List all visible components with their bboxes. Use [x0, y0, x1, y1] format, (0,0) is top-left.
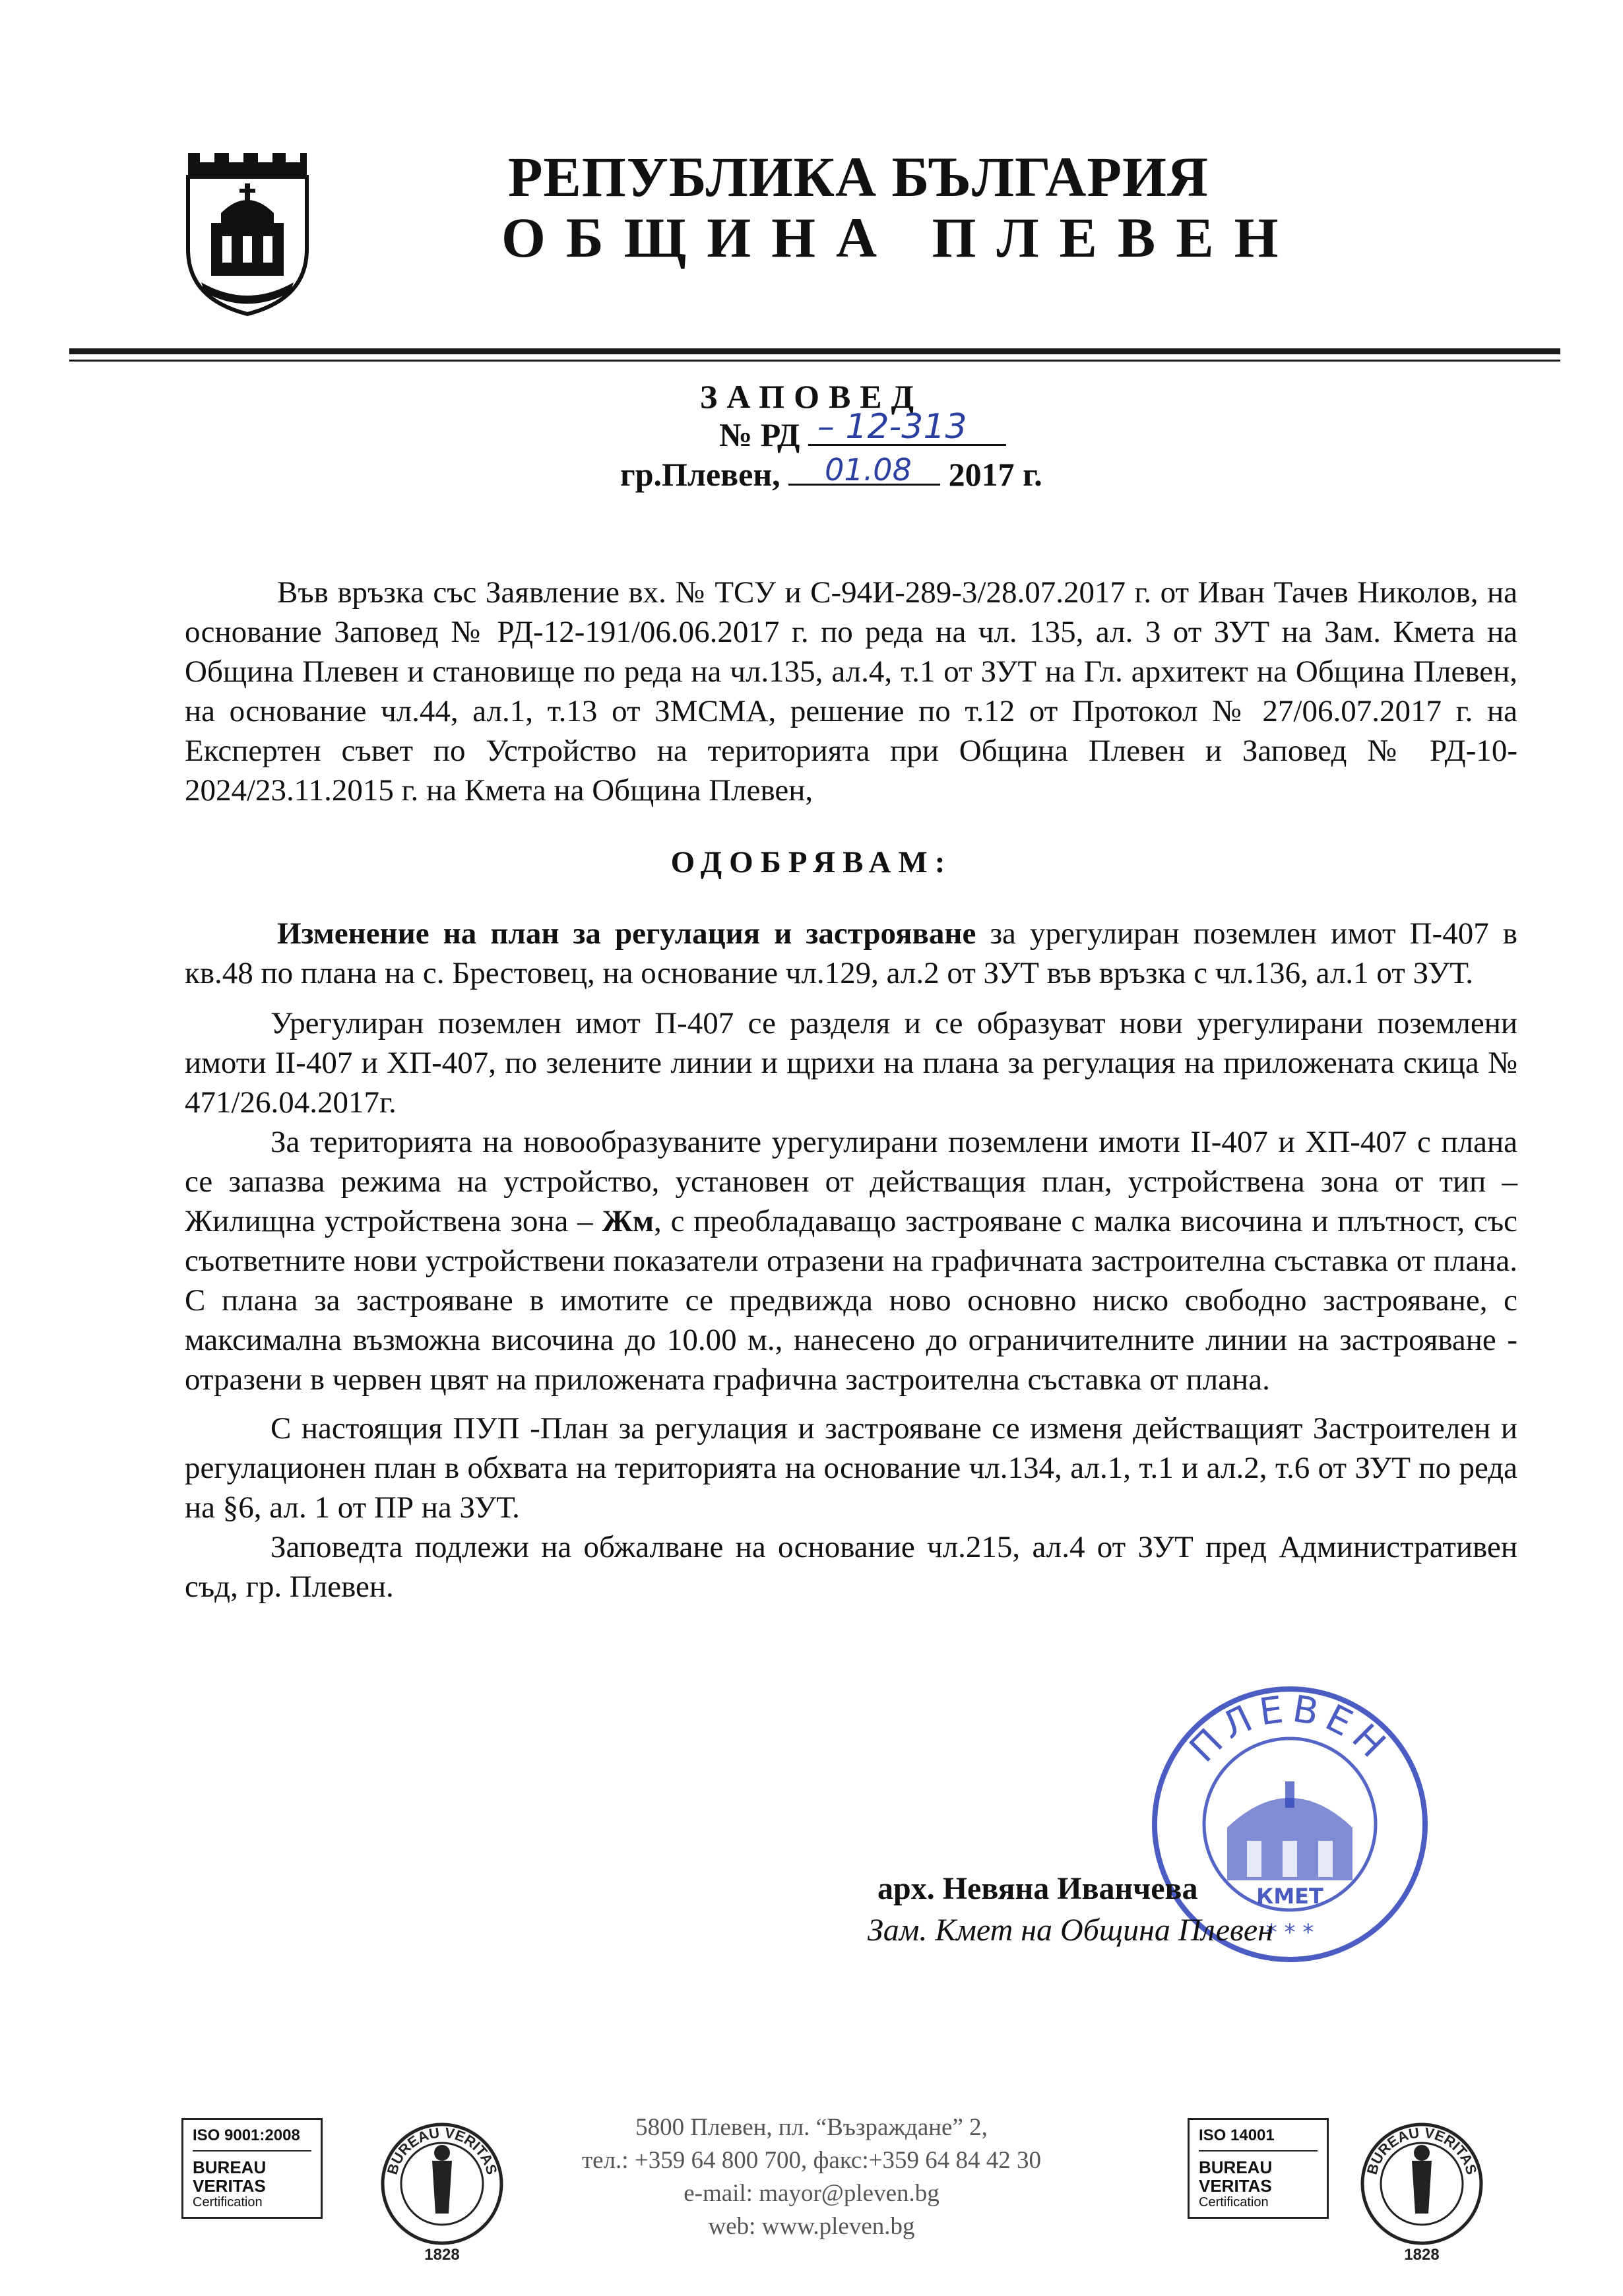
order-year: 2017 г.: [948, 456, 1042, 493]
order-number-field: [808, 407, 1006, 447]
footer-email[interactable]: e-mail: mayor@pleven.bg: [684, 2180, 939, 2207]
paragraph-5: Заповедта подлежи на обжалване на основание чл.215, ал.4 от ЗУТ пред Административен съд, гр. Плевен.: [185, 1530, 1517, 1604]
paragraph-1: [185, 914, 1517, 993]
order-number-prefix: № РД: [719, 416, 800, 453]
pleven-coat-of-arms: [181, 150, 313, 317]
paragraph-3: [185, 1122, 1517, 1399]
stamp-text-inner: КМЕТ: [1256, 1884, 1323, 1909]
order-body: [185, 914, 1517, 1607]
bv-year-right: 1828: [1404, 2246, 1440, 2264]
order-title: ЗАПОВЕД: [699, 378, 924, 415]
paragraph-2: Урегулиран поземлен имот П-407 се разделя и се образуват нови урегулирани поземлени имоти II-407 и ХП-407, по зелените линии и щрихи на плана за регулация на приложената скица № 471/26.04.2017г.: [185, 1006, 1517, 1120]
iso-14001-badge: [1188, 2118, 1329, 2219]
iso-14001-certifier: BUREAU VERITAS: [1199, 2157, 1273, 2196]
signatory-position: Зам. Кмет на Община Плевен: [868, 1913, 1273, 1948]
footer-address: 5800 Плевен, пл. “Възраждане” 2,: [635, 2114, 988, 2141]
order-date-handwritten: 01.08: [825, 452, 912, 488]
iso-14001-code: ISO 14001: [1199, 2126, 1318, 2152]
intro-paragraph: Във връзка със Заявление вх. № ТСУ и С-94И-289-3/28.07.2017 г. от Иван Тачев Николов, на основание Заповед № РД-12-191/06.06.2017 г. по реда на чл. 135, ал. 3 от ЗУТ на Зам. Кмета на Община Плевен и становище по реда на чл.135, ал.4, т.1 от ЗУТ на Гл. архитект на Община Плевен, на основание чл.44, ал.1, т.13 от ЗМСМА, решение по т.12 от Протокол № 27/06.07.2017 г. на Експертен съвет по Устройство на територията при Община Плевен и Заповед № РД-10-2024/23.11.2015 г. на Кмета на Община Плевен,: [185, 575, 1517, 808]
header-country: РЕПУБЛИКА БЪЛГАРИЯ: [508, 145, 1209, 208]
iso-9001-cert-label: Certification: [193, 2195, 263, 2210]
order-number-handwritten: – 12-313: [817, 407, 967, 447]
paragraph-4: С настоящия ПУП -План за регулация и застрояване се изменя действащият Застроителен и регулационен план в обхвата на територията на основание чл.134, ал.1, т.1 и ал.2, т.6 от ЗУТ по реда на §6, ал. 1 от ПР на ЗУТ.: [185, 1411, 1517, 1525]
order-date-field: [788, 452, 940, 488]
signatory-name: арх. Невяна Иванчева: [877, 1871, 1198, 1906]
intro-section: [185, 573, 1517, 810]
paragraph-1-text: за урегулиран поземлен имот П-407 в кв.48 по плана на с. Брестовец, на основание чл.129, ал.2 от ЗУТ във връзка с чл.136, ал.1 от ЗУТ.: [185, 916, 1517, 990]
paragraph-1-bold: Изменение на план за регулация и застрояване: [277, 916, 976, 951]
header-municipality: ОБЩИНА ПЛЕВЕН: [501, 206, 1299, 269]
stamp-stars: * * *: [1265, 1919, 1314, 1946]
iso-14001-cert-label: Certification: [1199, 2195, 1269, 2210]
svg-text:ПЛЕВЕН: [1182, 1688, 1398, 1771]
header-divider-thin: [69, 360, 1560, 362]
order-place: гр.Плевен,: [620, 456, 780, 493]
iso-9001-certifier: BUREAU VERITAS: [193, 2157, 267, 2196]
bv-year-left: 1828: [424, 2246, 460, 2264]
iso-9001-code: ISO 9001:2008: [193, 2126, 311, 2152]
order-number: [719, 407, 1006, 454]
stamp-text-top: ПЛЕВЕН: [1181, 1687, 1399, 1771]
bv-ring-text-left: BUREAU VERITAS: [383, 2124, 501, 2177]
paragraph-3-text-a: За територията на новообразуваните урегулирани поземлени имоти II-407 и ХП-407 с плана се запазва режима на устройство, установен от действащия план, устройствена зона от тип – Жилищна устройствена зона –: [185, 1125, 1517, 1238]
footer-phone: тел.: +359 64 800 700, факс:+359 64 84 42 30: [582, 2147, 1041, 2174]
paragraph-3-text-b: , с преобладаващо застрояване с малка височина и плътност, със съответните нови устройствени показатели отразени на графичната застроителна съставка от плана. С плана за застрояване в имотите се предвижда ново основно ниско свободно застрояване, с максимална възможна височина до 10.00 м., нанесено до ограничителните линии на застрояване - отразени в червен цвят на приложената графична застроителна съставка от плана.: [185, 1204, 1517, 1397]
paragraph-3-zone: Жм: [602, 1204, 654, 1238]
bureau-veritas-logo-right: [1359, 2101, 1484, 2266]
header-divider-thick: [69, 348, 1560, 354]
approve-heading: ОДОБРЯВАМ:: [670, 845, 953, 879]
order-date-line: [620, 452, 1042, 494]
bv-ring-text-right: BUREAU VERITAS: [1363, 2124, 1480, 2177]
footer-web[interactable]: web: www.pleven.bg: [708, 2213, 915, 2240]
